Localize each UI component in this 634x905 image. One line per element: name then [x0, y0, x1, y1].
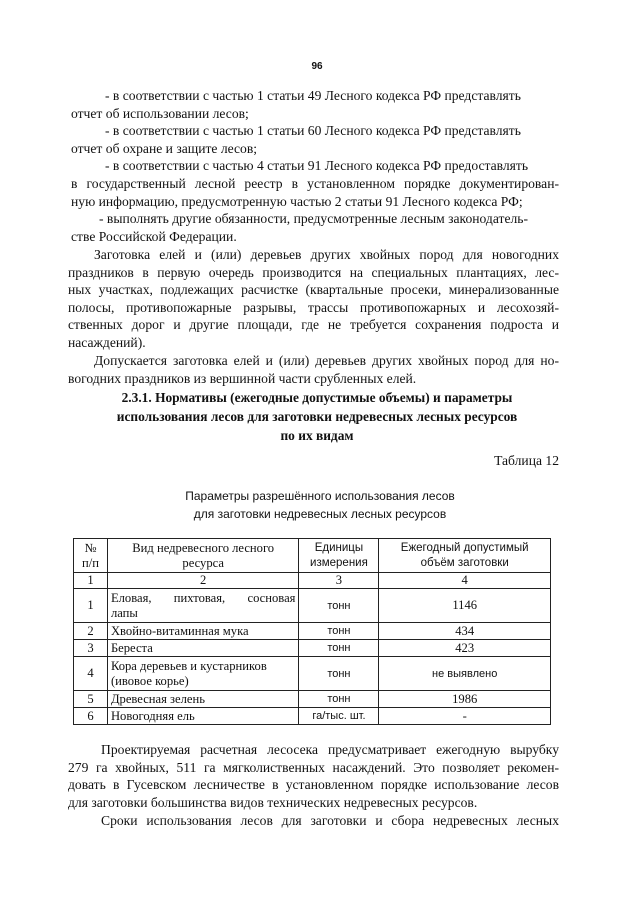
paragraph-harvest: [68, 246, 559, 352]
unit-cell: тонн: [299, 623, 379, 640]
header-volume: [379, 539, 551, 573]
resource-name: Хвойно-витаминная мука: [107, 623, 299, 640]
resource-name: Береста: [107, 640, 299, 657]
section-heading-line: использования лесов для заготовки недревесных лесных ресурсов: [116, 409, 518, 424]
unit-cell: га/тыс. шт.: [299, 708, 379, 725]
table-row: [74, 623, 551, 640]
table-row: [74, 640, 551, 657]
table-row: [74, 657, 551, 691]
header-text: п/п: [81, 555, 99, 570]
header-text: объём заготовки: [420, 556, 509, 569]
row-number: 4: [74, 657, 108, 691]
table-row: [74, 691, 551, 708]
section-heading: [70, 388, 564, 445]
obligations-list: [71, 87, 559, 245]
page-number: 96: [311, 61, 323, 72]
table-row: [74, 589, 551, 623]
header-text: Единицы: [314, 541, 364, 554]
table-title-line: Параметры разрешённого использования лесов: [185, 489, 455, 503]
header-number: [74, 539, 108, 573]
text-line: Сроки использования лесов для заготовки и сбора недревесных лесных: [101, 813, 559, 828]
text-line: ных участках, подлежащих расчистке (квартальные просеки, минерализованные: [68, 282, 559, 298]
text-line: Заготовка елей и (или) деревьев других хвойных пород для новогодних: [94, 247, 559, 262]
volume-cell: 423: [379, 640, 551, 657]
paragraph-projected: [68, 741, 559, 811]
resource-name: Новогодняя ель: [107, 708, 299, 725]
volume-cell: 434: [379, 623, 551, 640]
resource-name-line: (ивовое корье): [110, 673, 189, 688]
unit-cell: тонн: [299, 589, 379, 623]
text-line: в государственный лесной реестр в установленном порядке документирован-: [71, 175, 559, 191]
text-line: отчет об использовании лесов;: [71, 105, 249, 121]
resource-name: Древесная зелень: [107, 691, 299, 708]
header-text: Ежегодный допустимый: [400, 541, 529, 554]
volume-cell: -: [379, 708, 551, 725]
resource-name: [107, 589, 299, 623]
parameters-table: [73, 538, 551, 725]
resource-name-line: лапы: [110, 605, 138, 620]
table-title-line: для заготовки недревесных лесных ресурсов: [193, 507, 447, 521]
text-line: насаждений).: [68, 334, 146, 350]
text-line: 279 га хвойных, 511 га мягколиственных насаждений. Это позволяет рекомен-: [68, 759, 559, 775]
index-cell: 4: [379, 573, 551, 589]
text-line: довать в Гусевском лесничестве в установленном порядке использование лесов: [68, 777, 559, 793]
row-number: 3: [74, 640, 108, 657]
header-text: Вид недревесного лесного: [132, 540, 275, 555]
row-number: 5: [74, 691, 108, 708]
row-number: 2: [74, 623, 108, 640]
text-line: - в соответствии с частью 1 статьи 49 Лесного кодекса РФ представлять: [105, 88, 521, 103]
volume-cell: 1146: [379, 589, 551, 623]
header-text: №: [84, 540, 97, 555]
table-index-row: [74, 573, 551, 589]
text-line: - в соответствии с частью 4 статьи 91 Лесного кодекса РФ предоставлять: [105, 158, 529, 174]
header-resource: [107, 539, 299, 573]
text-line: ственных дорог и другие площади, где не требуется сохранения подроста и: [68, 317, 559, 333]
header-text: измерения: [310, 556, 368, 569]
paragraph-allowed: [68, 352, 559, 387]
text-line: отчет об охране и защите лесов;: [71, 140, 258, 156]
paragraph-terms: [68, 812, 559, 830]
table-label: Таблица 12: [494, 453, 559, 468]
text-line: ную информацию, предусмотренную частью 2 статьи 91 Лесного кодекса РФ;: [71, 193, 523, 209]
text-line: Проектируемая расчетная лесосека предусматривает ежегодную вырубку: [101, 742, 559, 757]
text-line: для заготовки большинства видов технических недревесных ресурсов.: [68, 794, 478, 810]
text-line: вогодних праздников из вершинной части срубленных елей.: [68, 370, 417, 386]
index-cell: 3: [299, 573, 379, 589]
unit-cell: тонн: [299, 691, 379, 708]
row-number: 1: [74, 589, 108, 623]
text-line: стве Российской Федерации.: [71, 228, 237, 244]
text-line: полосы, противопожарные разрывы, трассы противопожарных и лесохозяй-: [68, 299, 559, 315]
table-header-row: [74, 539, 551, 573]
volume-cell: 1986: [379, 691, 551, 708]
resource-name: [107, 657, 299, 691]
resource-name-line: Еловая, пихтовая, сосновая: [110, 590, 296, 605]
section-heading-line: 2.3.1. Нормативы (ежегодные допустимые объемы) и параметры: [121, 390, 513, 405]
row-number: 6: [74, 708, 108, 725]
section-heading-line: по их видам: [280, 428, 354, 443]
resource-name-line: Кора деревьев и кустарников: [110, 658, 267, 673]
text-line: - выполнять другие обязанности, предусмотренные лесным законодатель-: [99, 211, 529, 227]
index-cell: 2: [107, 573, 299, 589]
unit-cell: тонн: [299, 640, 379, 657]
table-row: [74, 708, 551, 725]
header-text: ресурса: [182, 555, 224, 570]
volume-cell: не выявлено: [379, 657, 551, 691]
table-title: [100, 487, 540, 523]
index-cell: 1: [74, 573, 108, 589]
text-line: праздников в первую очередь производится на специальных плантациях, лес-: [68, 264, 559, 280]
text-line: Допускается заготовка елей и (или) деревьев других хвойных пород для но-: [94, 353, 559, 368]
header-units: [299, 539, 379, 573]
text-line: - в соответствии с частью 1 статьи 60 Лесного кодекса РФ представлять: [105, 123, 521, 139]
unit-cell: тонн: [299, 657, 379, 691]
